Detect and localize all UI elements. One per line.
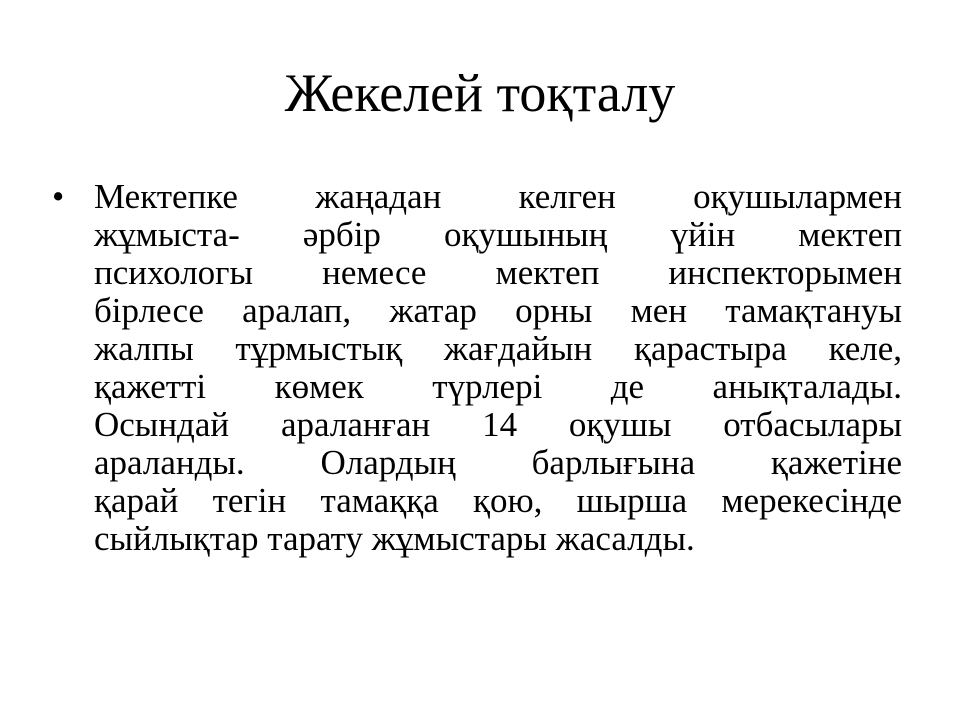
bullet-line-8: араланды. Олардың барлығына қажетіне (94, 443, 902, 482)
bullet-item (52, 178, 902, 558)
slide-title: Жекелей тоқталу (284, 63, 676, 123)
bullet-line-4: бірлесе аралап, жатар орны мен тамақтануы (94, 291, 902, 330)
slide-content (52, 178, 902, 558)
bullet-line-7: Осындай араланған 14 оқушы отбасылары (94, 405, 902, 444)
bullet-text (94, 178, 902, 558)
bullet-line-9: қарай тегін тамаққа қою, шырша мерекесінде (94, 481, 902, 520)
bullet-line-6: қажетті көмек түрлері де анықталады. (94, 367, 902, 406)
bullet-dot-icon: • (52, 177, 65, 216)
bullet-line-1: Мектепке жаңадан келген оқушылармен (94, 177, 902, 216)
bullet-line-3: психологы немесе мектеп инспекторымен (94, 253, 902, 292)
bullet-line-2: жұмыста- әрбір оқушының үйін мектеп (94, 215, 902, 254)
bullet-line-10: сыйлықтар тарату жұмыстары жасалды. (94, 519, 695, 558)
bullet-line-5: жалпы тұрмыстық жағдайын қарастыра келе, (94, 329, 902, 368)
